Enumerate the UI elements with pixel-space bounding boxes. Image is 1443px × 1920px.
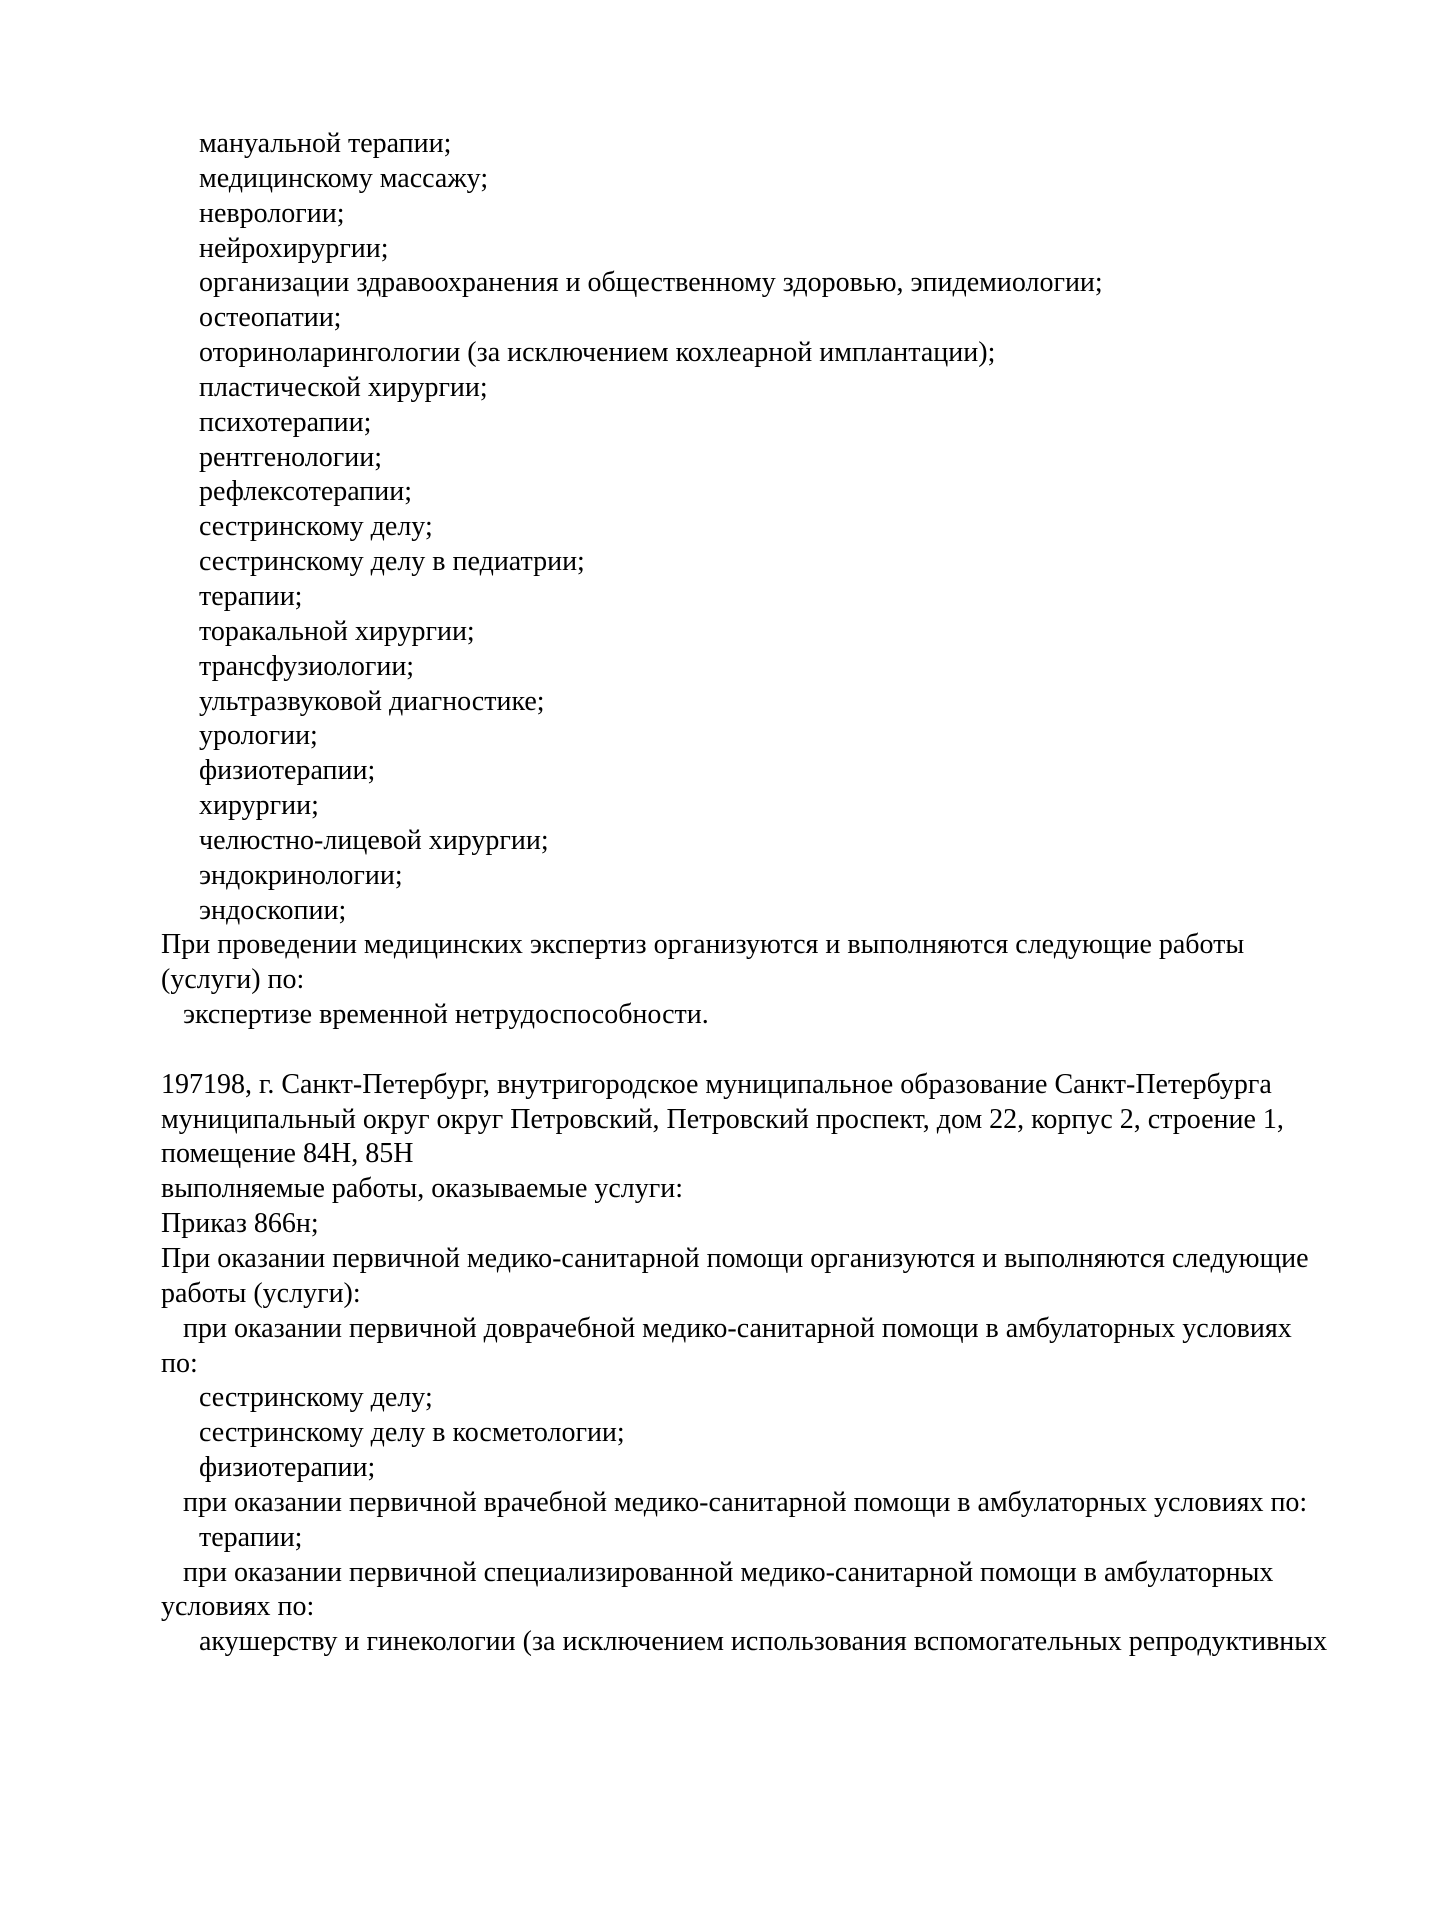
text-line: при оказании первичной специализированной медико-санитарной помощи в амбулаторных [183,1556,1274,1588]
text-line: при оказании первичной доврачебной медико-санитарной помощи в амбулаторных условиях [183,1312,1292,1344]
text-line: Приказ 866н; [161,1208,319,1240]
text-line: хирургии; [199,790,319,822]
text-line: выполняемые работы, оказываемые услуги: [161,1173,684,1205]
text-line: нейрохирургии; [199,232,389,264]
text-line: терапии; [199,1521,303,1553]
text-line: физиотерапии; [199,755,376,787]
text-line: условиях по: [161,1591,315,1623]
text-line: 197198, г. Санкт-Петербург, внутригородское муниципальное образование Санкт-Петербурга [161,1068,1272,1100]
text-line: рентгенологии; [199,441,383,473]
text-line: при оказании первичной врачебной медико-санитарной помощи в амбулаторных условиях по: [183,1486,1308,1518]
text-line: урологии; [199,720,318,752]
text-line: сестринскому делу; [199,511,433,543]
text-line: ультразвуковой диагностике; [199,685,545,717]
text-line: (услуги) по: [161,964,305,996]
text-line: мануальной терапии; [199,128,452,159]
text-line: организации здравоохранения и общественному здоровью, эпидемиологии; [199,267,1103,299]
text-line: рефлексотерапии; [199,476,413,508]
text-line: медицинскому массажу; [199,162,489,194]
document-text-block [161,127,1361,1660]
text-line: При оказании первичной медико-санитарной помощи организуются и выполняются следующие [161,1243,1309,1274]
text-line: помещение 84Н, 85Н [161,1138,414,1170]
text-line: неврологии; [199,197,345,229]
text-line: оториноларингологии (за исключением кохлеарной имплантации); [199,337,996,369]
text-line: терапии; [199,580,303,612]
text-line: торакальной хирургии; [199,615,475,647]
text-line: эндоскопии; [199,894,347,926]
text-line: сестринскому делу; [199,1382,433,1414]
text-line: муниципальный округ округ Петровский, Петровский проспект, дом 22, корпус 2, строение 1, [161,1103,1284,1135]
text-line: работы (услуги): [161,1277,361,1309]
text-line: сестринскому делу в косметологии; [199,1417,625,1449]
text-line: трансфузиологии; [199,650,415,682]
text-line: сестринскому делу в педиатрии; [199,546,585,578]
text-line: эндокринологии; [199,859,403,891]
text-line: физиотерапии; [199,1452,376,1484]
text-line: остеопатии; [199,302,342,334]
text-line: экспертизе временной нетрудоспособности. [183,999,709,1031]
text-line: по: [161,1347,198,1379]
text-line: При проведении медицинских экспертиз организуются и выполняются следующие работы [161,929,1245,961]
text-line: пластической хирургии; [199,371,488,403]
text-line: психотерапии; [199,406,372,438]
text-line [161,1033,1361,1068]
text-line: челюстно-лицевой хирургии; [199,824,549,856]
text-line: акушерству и гинекологии (за исключением использования вспомогательных репродуктивных [199,1626,1328,1658]
